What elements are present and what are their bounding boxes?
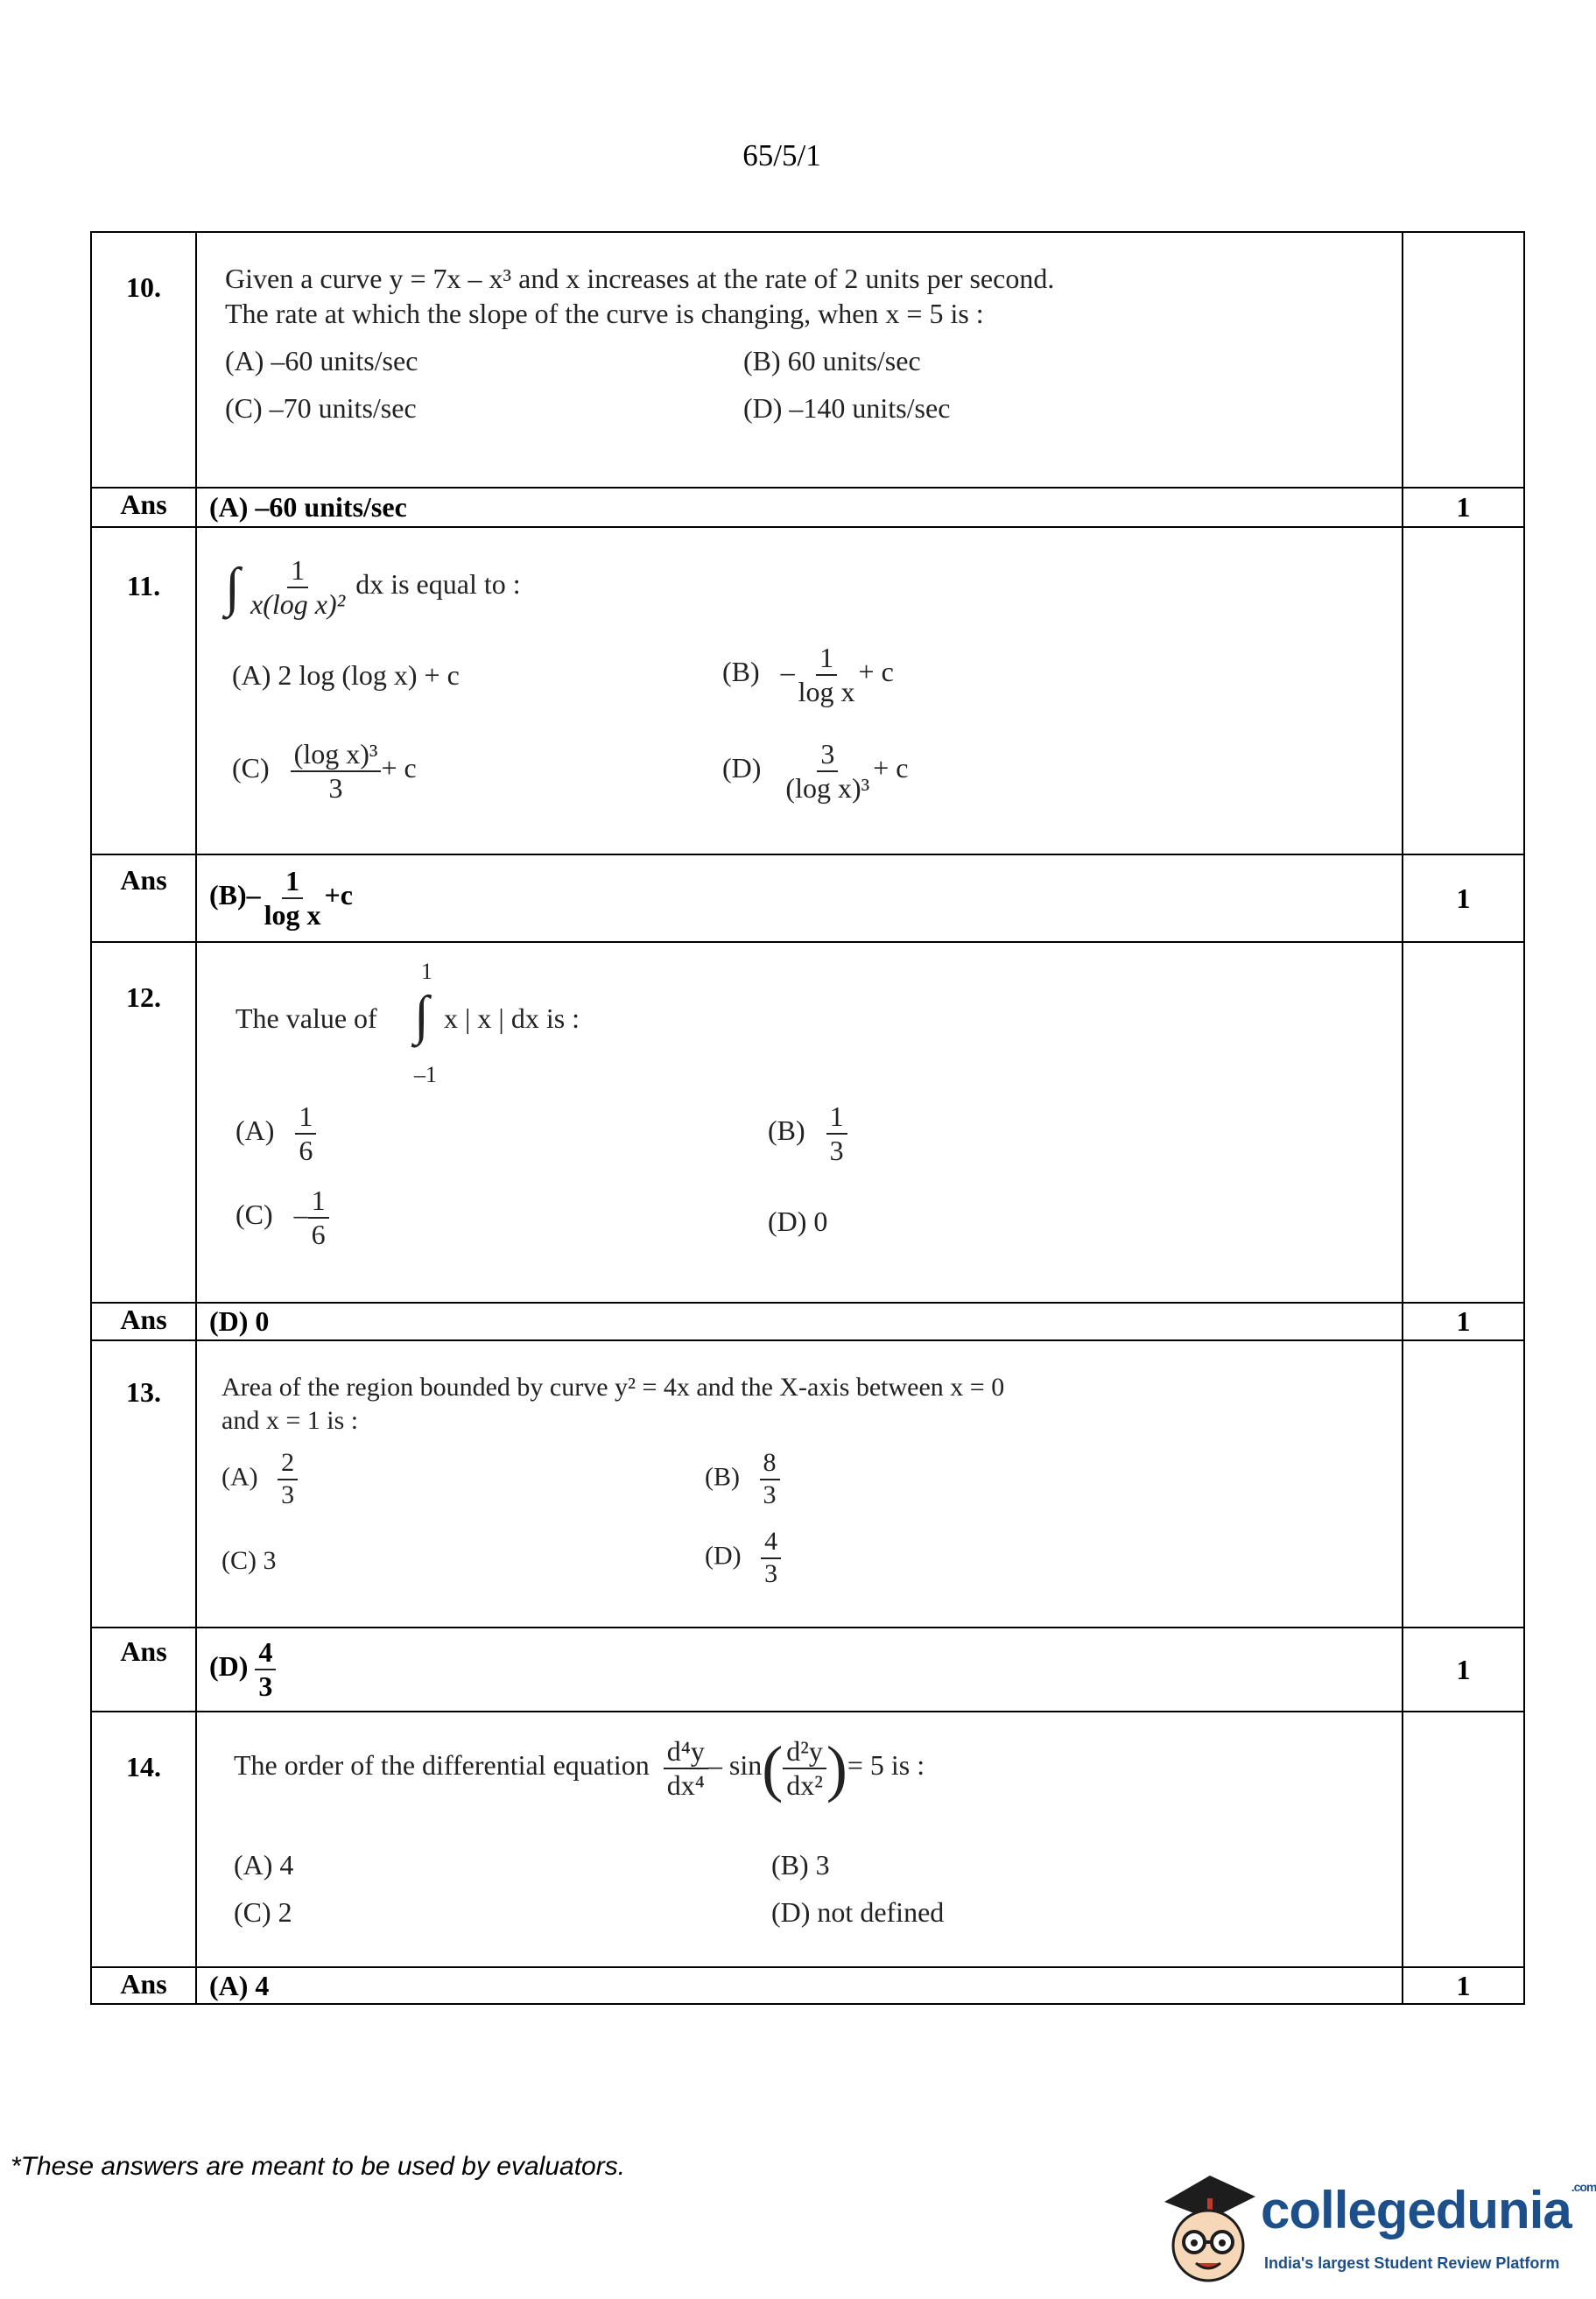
answer-row-11 <box>91 854 1524 942</box>
question-number: 13. <box>91 1340 196 1628</box>
integral-sign: ∫ <box>414 986 429 1045</box>
option-d: (D) 0 <box>768 1206 828 1237</box>
question-stem-line2: and x = 1 is : <box>221 1406 359 1435</box>
question-number: 12. <box>91 942 196 1303</box>
option-c: (C) – $\frac{1}{6}$ <box>236 1185 329 1251</box>
option-a: (A) $\frac{2}{3}$ <box>221 1448 298 1510</box>
question-stem-line2: The rate at which the slope of the curve is changing, when x = 5 is : <box>225 298 984 329</box>
question-number: 11. <box>91 527 196 854</box>
answer: (A) –60 units/sec <box>196 488 1403 527</box>
option-a: (A) –60 units/sec <box>225 345 418 376</box>
brand-wordmark: collegedunia$^{.com}$ <box>1261 2180 1596 2239</box>
mascot-logo-icon <box>1156 2167 1259 2289</box>
question-number: 10. <box>91 232 196 488</box>
option-b: (B) $\frac{1}{3}$ <box>768 1100 847 1167</box>
option-a: (A) 2 log (log x) + c <box>232 659 460 691</box>
option-d: (D) –140 units/sec <box>743 392 951 424</box>
question-row-10 <box>91 232 1524 488</box>
answer-row-12 <box>91 1303 1524 1340</box>
marks: 1 <box>1403 1303 1524 1340</box>
question-stem: ∫ $\frac{1}{\text{x(log x)²}}$ dx is equal to : <box>225 554 521 620</box>
marks: 1 <box>1403 488 1524 527</box>
option-d: (D) $\frac{4}{3}$ <box>705 1527 781 1589</box>
answer: (D) $\frac{4}{3}$ <box>196 1628 1403 1712</box>
upper-limit: 1 <box>421 959 432 984</box>
question-stem-tail: x | x | dx is : <box>444 1002 580 1034</box>
answer-row-10 <box>91 488 1524 527</box>
option-d: (D) not defined <box>771 1896 945 1928</box>
marks: 1 <box>1403 1967 1524 2004</box>
ans-label: Ans <box>91 1303 196 1340</box>
question-row-13 <box>91 1340 1524 1628</box>
question-row-11 <box>91 527 1524 854</box>
ans-label: Ans <box>91 1628 196 1712</box>
option-b: (B) 60 units/sec <box>743 345 921 376</box>
option-d: (D) $\frac{3}{\text{(log x)³}}$ + c <box>722 738 909 804</box>
lower-limit: –1 <box>414 1062 437 1087</box>
question-row-14 <box>91 1712 1524 1967</box>
option-a: (A) 4 <box>234 1849 294 1881</box>
integral-sign: ∫ <box>225 557 240 617</box>
answer: (B)– $\frac{1}{\text{log x}}$ +c <box>196 854 1403 942</box>
evaluator-note: *These answers are meant to be used by evaluators. <box>11 2152 626 2181</box>
option-a: (A) $\frac{1}{6}$ <box>236 1100 316 1167</box>
ans-label: Ans <box>91 854 196 942</box>
question-stem: The order of the differential equation $\frac{\text{d⁴y}}{\text{dx⁴}}$ – sin( $\frac{\text{d²y}}{\text{dx²}}$ )= 5 is : <box>234 1733 925 1803</box>
ans-label: Ans <box>91 488 196 527</box>
answer-row-13 <box>91 1628 1524 1712</box>
answer-key-table <box>90 231 1525 2005</box>
option-c: (C) $\frac{\text{(log x)³}}{3}$ + c <box>232 738 417 804</box>
marks: 1 <box>1403 854 1524 942</box>
option-c: (C) –70 units/sec <box>225 392 417 424</box>
option-b: (B) $\frac{8}{3}$ <box>705 1448 780 1510</box>
option-b: (B) 3 <box>771 1849 830 1881</box>
option-b: (B) – $\frac{1}{\text{log x}}$ + c <box>722 642 894 707</box>
marks: 1 <box>1403 1628 1524 1712</box>
question-row-12 <box>91 942 1524 1303</box>
ans-label: Ans <box>91 1967 196 2004</box>
answer: (A) 4 <box>196 1967 1403 2004</box>
brand-tagline: India's largest Student Review Platform <box>1264 2254 1560 2272</box>
question-stem-line1: Given a curve y = 7x – x³ and x increases at the rate of 2 units per second. <box>225 263 1055 294</box>
paper-code: 65/5/1 <box>742 138 821 172</box>
question-stem-line1: Area of the region bounded by curve y² = 4x and the X-axis between x = 0 <box>221 1373 1005 1402</box>
option-c: (C) 2 <box>234 1896 292 1928</box>
answer-row-14 <box>91 1967 1524 2004</box>
question-number: 14. <box>91 1712 196 1967</box>
question-stem-head: The value of <box>236 1002 377 1034</box>
option-c: (C) 3 <box>221 1546 277 1575</box>
answer: (D) 0 <box>196 1303 1403 1340</box>
